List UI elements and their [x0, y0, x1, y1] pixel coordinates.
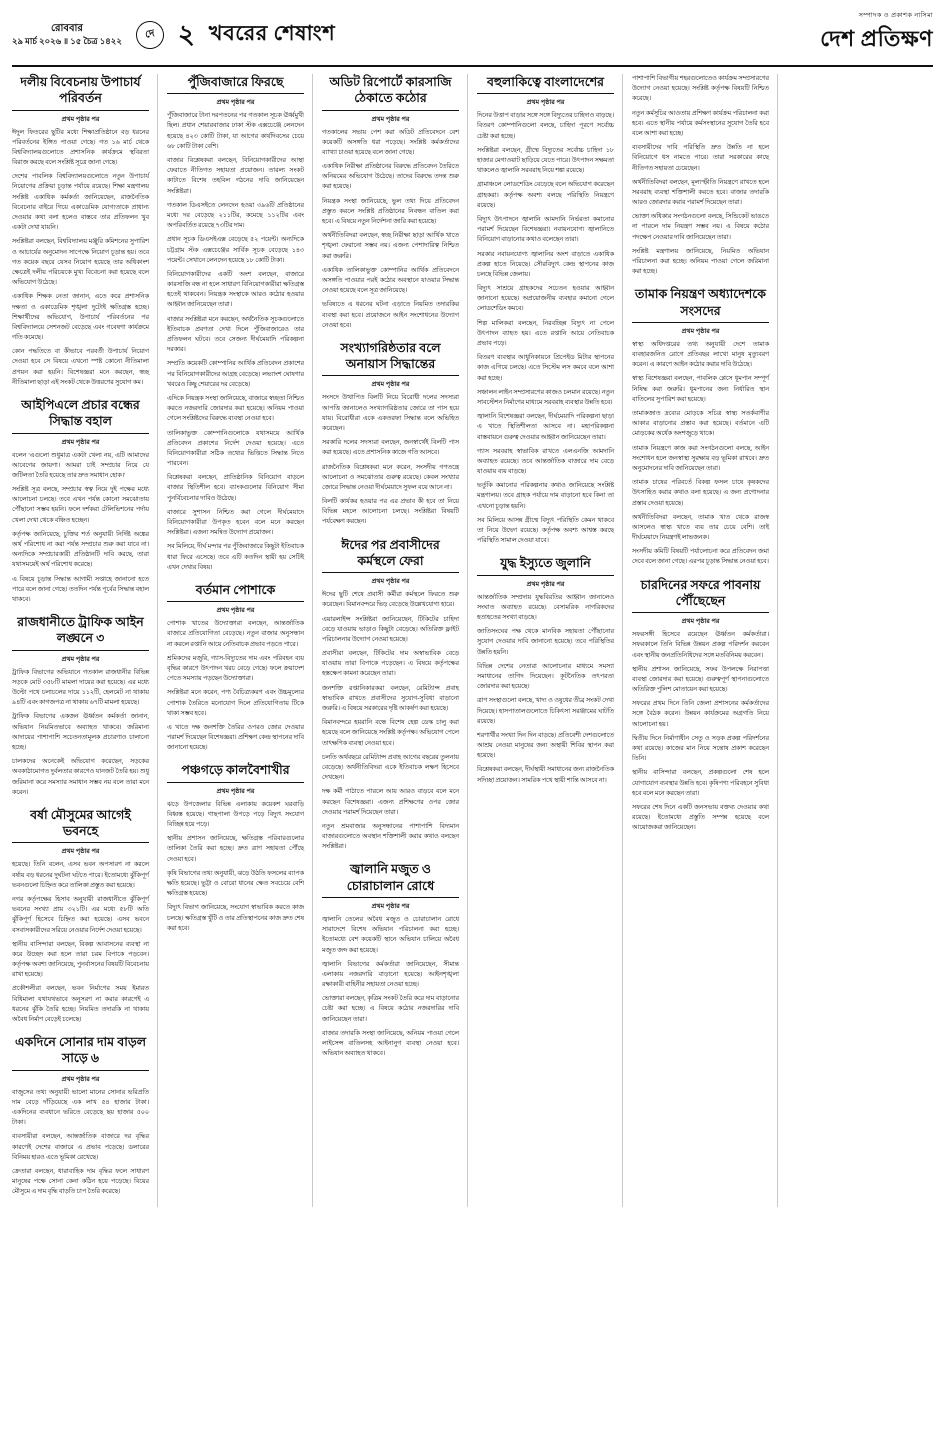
article — [632, 286, 769, 567]
column-3 — [322, 74, 468, 1207]
article-paragraph: স্থানীয় প্রশাসন জানিয়েছে, সফর উপলক্ষে নিরাপত্তা ব্যবস্থা জোরদার করা হয়েছে। গুরুত্বপূর্ণ স্থাপনাগুলোতে অতিরিক্ত পুলিশ মোতায়েন করা হয়েছে। — [632, 665, 769, 694]
article-byline: প্রথম পৃষ্ঠার পর — [61, 1075, 100, 1083]
article-paragraph: জাতিসংঘের পক্ষ থেকে মানবিক সহায়তা পৌঁছানোর সুযোগ দেওয়ার দাবি জানানো হয়েছে। তবে পরিস্থিতির উন্নতি হয়নি। — [477, 628, 614, 656]
article-paragraph: চলতি অর্থবছরে রেমিট্যান্স প্রবাহ আগের বছরের তুলনায় বেড়েছে। অর্থনীতিবিদরা একে ইতিবাচক লক্ষণ হিসেবে দেখছেন। — [322, 753, 459, 782]
masthead — [12, 10, 933, 67]
article-paragraph: সরকার নবায়নযোগ্য জ্বালানির অংশ বাড়াতে একাধিক প্রকল্প হাতে নিয়েছে। সৌরবিদ্যুৎ কেন্দ্র স্থাপনের কাজ চলছে বিভিন্ন জেলায়। — [477, 250, 614, 278]
article-byline: প্রথম পৃষ্ঠার পর — [371, 902, 410, 910]
article-paragraph: স্থানীয় বাসিন্দারা বলছেন, বিকল্প আবাসনের ব্যবস্থা না করে উচ্ছেদ করা হলে তারা চরম বিপাকে পড়বেন। কর্তৃপক্ষ অবশ্য জানিয়েছে, পুনর্বাসনের বিষয়টি বিবেচনায় রাখা হয়েছে। — [12, 940, 149, 979]
section-title: খবরের শেষাংশ — [208, 21, 336, 45]
article-paragraph: অর্থনীতিবিদরা বলছেন, স্বচ্ছ নিরীক্ষা ছাড়া আর্থিক খাতে শৃঙ্খলা ফেরানো সম্ভব নয়। এজন্য পেশাদারিত্ব নিশ্চিত করা জরুরি। — [322, 232, 459, 260]
article-paragraph: সংসদীয় কমিটি বিষয়টি পর্যালোচনা করে প্রতিবেদন জমা দেবে বলে জানা গেছে। এরপর চূড়ান্ত সিদ্ধান্ত নেওয়া হবে। — [632, 548, 769, 566]
article-paragraph: গ্রামাঞ্চলে লোডশেডিং বেড়েছে বলে অভিযোগ করেছেন গ্রাহকরা। কর্তৃপক্ষ অবশ্য বলছে পরিস্থিতি নিয়ন্ত্রণে রয়েছে। — [477, 181, 614, 209]
article-paragraph: এ খাতে দক্ষ জনশক্তি তৈরির ওপরও জোর দেওয়ার পরামর্শ দিয়েছেন বিশেষজ্ঞরা। প্রশিক্ষণ কেন্দ্র স্থাপনের দাবি জানানো হয়েছে। — [167, 723, 304, 752]
article-paragraph: নগর কর্তৃপক্ষের হিসাব অনুযায়ী রাজধানীতে ঝুঁকিপূর্ণ ভবনের সংখ্যা প্রায় ৩২১টি। এর মধ্যে ৫৮টি অতি ঝুঁকিপূর্ণ হিসেবে চিহ্নিত করা হয়েছে। এসব ভবনে বসবাসকারীদের সরিয়ে নেওয়ার নির্দেশ দেওয়া হয়েছে। — [12, 895, 149, 934]
article-headline: দলীয় বিবেচনায় উপাচার্য পরিবর্তন — [12, 74, 149, 111]
article-headline: তামাক নিয়ন্ত্রণ অধ্যাদেশকে সংসদের — [632, 286, 769, 323]
article-paragraph: বিদ্যুৎ উৎপাদনে জ্বালানি আমদানি নির্ভরতা কমানোর পরামর্শ দিয়েছেন বিশেষজ্ঞরা। নবায়নযোগ্য জ্বালানিতে বিনিয়োগ বাড়ানোর কথাও বলেছেন তারা। — [477, 215, 614, 244]
article-paragraph: হয়েছে। তিনি বলেন, এসব ভবন অপসারণ না করলে বর্ষায় বড় ধরনের দুর্ঘটনা ঘটতে পারে। ইতোমধ্যে ঝুঁকিপূর্ণ ভবনগুলো চিহ্নিত করে তালিকা প্রস্তুত করা হয়েছে। — [12, 861, 149, 889]
article-paragraph: বাজার সংশ্লিষ্টরা মনে করছেন, অর্থনৈতিক সূচকগুলোতে ইতিবাচক প্রবণতা দেখা দিলে পুঁজিবাজারেও তার প্রতিফলন ঘটবে। তবে সেজন্য দীর্ঘমেয়াদি পরিকল্পনা দরকার। — [167, 315, 304, 354]
column-2 — [167, 74, 313, 1207]
article-paragraph: নিয়ন্ত্রক সংস্থা জানিয়েছে, ভুল তথ্য দিয়ে প্রতিবেদন প্রস্তুত করলে সংশ্লিষ্ট প্রতিষ্ঠানের নিবন্ধন বাতিল করা হবে। এ বিষয়ে নতুন নির্দেশনা জারি করা হয়েছে। — [322, 197, 459, 225]
article-paragraph: স্থানীয় বাসিন্দারা বলছেন, প্রকল্পগুলো শেষ হলে যোগাযোগ ব্যবস্থার উন্নতি হবে। কৃষিপণ্য পরিবহনে সুবিধা হবে বলে মনে করছেন তারা। — [632, 769, 769, 797]
article-byline: প্রথম পৃষ্ঠার পর — [371, 578, 410, 586]
article-paragraph: ভর্তুকি কমানোর পরিকল্পনার কথাও জানিয়েছে সংশ্লিষ্ট মন্ত্রণালয়। তবে গ্রাহক পর্যায়ে দাম বাড়ানো হবে কিনা তা এখনো চূড়ান্ত হয়নি। — [477, 482, 614, 510]
article-headline: চারদিনের সফরে পাবনায় পৌঁছেছেন — [632, 577, 769, 614]
article-byline: প্রথম পৃষ্ঠার পর — [61, 848, 100, 856]
article-paragraph: বিদ্যুৎ বিভাগ জানিয়েছে, সংযোগ স্বাভাবিক করতে কাজ চলছে। ক্ষতিগ্রস্ত খুঁটি ও তার প্রতিস্থাপনের কাজ দ্রুত শেষ করা হবে। — [167, 904, 304, 932]
article-headline: একদিনে সোনার দাম বাড়ল সাড়ে ৬ — [12, 1034, 149, 1071]
paper-tagline: সম্পাদক ও প্রকাশক নাসিমা — [858, 12, 933, 19]
article-paragraph: পোশাক খাতের উদ্যোক্তারা বলছেন, আন্তর্জাতিক বাজারে প্রতিযোগিতা বেড়েছে। নতুন বাজার অনুসন্ধান না করলে রপ্তানি আয়ে নেতিবাচক প্রভাব পড়তে পারে। — [167, 620, 304, 648]
article-paragraph: জনশক্তি রপ্তানিকারকরা বলছেন, রেমিট্যান্স প্রবাহ স্বাভাবিক রাখতে প্রবাসীদের সুযোগ-সুবিধা বাড়ানো জরুরি। এ বিষয়ে সরকারের দৃষ্টি আকর্ষণ করা হয়েছে। — [322, 684, 459, 712]
article-paragraph: বিতরণ ব্যবস্থার আধুনিকায়নে প্রিপেইড মিটার স্থাপনের কাজ এগিয়ে চলছে। এতে সিস্টেম লস কমবে বলে আশা করা হচ্ছে। — [477, 354, 614, 382]
article-byline: প্রথম পৃষ্ঠার পর — [371, 115, 410, 123]
article-byline: প্রথম পৃষ্ঠার পর — [216, 99, 255, 107]
article-paragraph: একাধিক নিরীক্ষা প্রতিষ্ঠানের বিরুদ্ধে প্রতিবেদন তৈরিতে অনিয়মের অভিযোগ উঠেছে। তাদের বিরুদ্ধে তদন্ত শুরু করা হয়েছে। — [322, 163, 459, 191]
article-paragraph: সম্প্রতি কয়েকটি কোম্পানির আর্থিক প্রতিবেদন প্রকাশের পর বিনিয়োগকারীদের আগ্রহ বেড়েছে। লভ্যাংশ ঘোষণার খবরেও কিছু শেয়ারের দর বেড়েছে। — [167, 360, 304, 388]
article-paragraph: শরণার্থীর সংখ্যা দিন দিন বাড়ছে। প্রতিবেশী দেশগুলোতে আশ্রয় নেওয়া মানুষের জন্য অস্থায়ী শিবির স্থাপন করা হয়েছে। — [477, 731, 614, 760]
article-paragraph: বাজারে সুশাসন নিশ্চিত করা গেলে দীর্ঘমেয়াদে বিনিয়োগকারীরা উপকৃত হবেন বলে মনে করছেন সংশ্লিষ্টরা। এজন্য সমন্বিত উদ্যোগ প্রয়োজন। — [167, 508, 304, 537]
article-paragraph: এদিকে নিয়ন্ত্রক সংস্থা জানিয়েছে, বাজারে স্বচ্ছতা নিশ্চিত করতে নজরদারি জোরদার করা হয়েছে। অনিয়ম পাওয়া গেলে সংশ্লিষ্টদের বিরুদ্ধে ব্যবস্থা নেওয়া হবে। — [167, 394, 304, 423]
article-paragraph: কৃষি বিভাগের তথ্য অনুযায়ী, ঝড়ে উঠতি ফসলের ব্যাপক ক্ষতি হয়েছে। ভুট্টা ও বোরো ধানের ক্ষেত সবচেয়ে বেশি ক্ষতিগ্রস্ত হয়েছে। — [167, 869, 304, 898]
article-paragraph: জ্বালানি বিশেষজ্ঞরা বলছেন, দীর্ঘমেয়াদি পরিকল্পনা ছাড়া এ খাতে স্থিতিশীলতা আসবে না। মহাপরিকল্পনা বাস্তবায়নে গুরুত্ব দেওয়ার আহ্বান জানিয়েছেন তারা। — [477, 413, 614, 441]
article — [12, 1034, 149, 1197]
article — [632, 577, 769, 834]
article-paragraph: সংসদে উত্থাপিত বিলটি নিয়ে বিরোধী দলের সদস্যরা আপত্তি জানালেও সংখ্যাগরিষ্ঠতার জোরে তা পাস হয়ে যায়। বিরোধীরা একে একতরফা সিদ্ধান্ত বলে অভিহিত করেছেন। — [322, 394, 459, 432]
article-paragraph: বিদ্যুৎ সাশ্রয়ে গ্রাহকদের সচেতন হওয়ার আহ্বান জানানো হয়েছে। অপ্রয়োজনীয় ব্যবহার কমানো গেলে লোডশেডিং কমবে। — [477, 285, 614, 313]
article-headline: রাজধানীতে ট্রাফিক আইন লঙ্ঘনে ৩ — [12, 614, 149, 651]
article-paragraph: অর্থনীতিবিদরা বলছেন, তামাক খাত থেকে রাজস্ব আসলেও স্বাস্থ্য খাতে ব্যয় তার চেয়ে বেশি। তাই দীর্ঘমেয়াদে নিয়ন্ত্রণই লাভজনক। — [632, 513, 769, 542]
column-5 — [632, 74, 778, 1207]
article-paragraph: বিশ্লেষকরা বলছেন, প্রাতিষ্ঠানিক বিনিয়োগ বাড়লে বাজার স্থিতিশীল হবে। ব্যাংকগুলোর বিনিয়োগ সীমা পুনর্বিবেচনার দাবিও উঠেছে। — [167, 474, 304, 502]
article-paragraph: বিভিন্ন দেশের নেতারা আলোচনার মাধ্যমে সমস্যা সমাধানের তাগিদ দিয়েছেন। কূটনৈতিক তৎপরতা জোরদার করা হয়েছে। — [477, 662, 614, 691]
masthead-left — [12, 17, 335, 52]
article-headline: পঞ্চগড়ে কালবৈশাখীর — [167, 762, 304, 782]
article-byline: প্রথম পৃষ্ঠার পর — [681, 618, 720, 626]
article — [12, 614, 149, 798]
article-paragraph: রাজনৈতিক বিশ্লেষকরা মনে করেন, সংসদীয় গণতন্ত্রে আলোচনা ও সমঝোতার গুরুত্ব রয়েছে। কেবল সংখ্যার জোরে সিদ্ধান্ত নেওয়া দীর্ঘমেয়াদে সুফল বয়ে আনে না। — [322, 463, 459, 491]
article-headline: সংখ্যাগরিষ্ঠতার বলে অনায়াস সিদ্ধান্তের — [322, 340, 459, 377]
article-paragraph: ক্রেতারা বলছেন, ধারাবাহিক দাম বৃদ্ধির ফলে সাধারণ মানুষের পক্ষে সোনা কেনা কঠিন হয়ে পড়েছে। বিয়ের মৌসুমে এ দাম বৃদ্ধি বাড়তি চাপ তৈরি করেছে। — [12, 1168, 149, 1196]
article-paragraph: সফরের শেষ দিনে একটি জনসভায় বক্তব্য দেওয়ার কথা রয়েছে। ইতোমধ্যে প্রস্তুতি সম্পন্ন হয়েছে বলে আয়োজকরা জানিয়েছেন। — [632, 803, 769, 832]
article-byline: প্রথম পৃষ্ঠার পর — [526, 580, 565, 588]
article-paragraph: ঝড়ে উপজেলার বিভিন্ন এলাকায় কয়েকশ ঘরবাড়ি বিধ্বস্ত হয়েছে। গাছপালা উপড়ে পড়ে বিদ্যুৎ সংযোগ বিচ্ছিন্ন হয়ে পড়ে। — [167, 800, 304, 829]
article-paragraph: পাশাপাশি বিভাগীয় শহরগুলোতেও কার্যক্রম সম্প্রসারণের উদ্যোগ নেওয়া হয়েছে। সংশ্লিষ্ট কর্তৃপক্ষ বিষয়টি নিশ্চিত করেছে। — [632, 75, 769, 103]
article-paragraph: তামাকজাত দ্রব্যের মোড়কে সচিত্র স্বাস্থ্য সতর্কবাণীর আকার বাড়ানোর প্রস্তাব করা হয়েছে। বর্তমানে এটি মোড়কের অর্ধেক অংশজুড়ে থাকে। — [632, 410, 769, 438]
article — [167, 582, 304, 754]
article — [632, 74, 769, 277]
article-paragraph: আন্তর্জাতিক সম্প্রদায় যুদ্ধবিরতির আহ্বান জানালেও সংঘাত অব্যাহত রয়েছে। বেসামরিক নাগরিকদের হতাহতের সংখ্যা বাড়ছে। — [477, 593, 614, 621]
date-label: ২৯ মার্চ ২০২৬ ॥ ১৫ চৈত্র ১৪২২ — [12, 35, 122, 46]
article — [167, 762, 304, 934]
article — [477, 555, 614, 785]
article — [167, 74, 304, 573]
article-paragraph: প্রবাসীরা বলছেন, টিকিটের দাম অস্বাভাবিক বেড়ে যাওয়ায় তারা বিপাকে পড়েছেন। এ বিষয়ে কর্তৃপক্ষের হস্তক্ষেপ কামনা করেছেন তারা। — [322, 650, 459, 678]
article-paragraph: বিশ্লেষকরা বলছেন, দীর্ঘস্থায়ী সমাধানের জন্য রাজনৈতিক সদিচ্ছা প্রয়োজন। সামরিক পথে স্থায়ী শান্তি আসবে না। — [477, 766, 614, 784]
article-headline: পুঁজিবাজারে ফিরছে — [167, 74, 304, 94]
article-paragraph: এ বিষয়ে চূড়ান্ত সিদ্ধান্ত আগামী সপ্তাহে জানানো হতে পারে বলে জানা গেছে। ততদিন পর্যন্ত পূর্বের সিদ্ধান্ত বহাল থাকবে। — [12, 575, 149, 603]
article-paragraph: একাধিক শিক্ষক নেতা জানান, এতে করে প্রশাসনিক দক্ষতা ও একাডেমিক শৃঙ্খলা দুটোই ক্ষতিগ্রস্ত হচ্ছে। শিক্ষার্থীদের অভিযোগ, উপাচার্য পরিবর্তনের পর বিশ্ববিদ্যালয়ে সেশনজট বেড়েছে এবং গবেষণা কার্যক্রমে গতি কমেছে। — [12, 293, 149, 342]
article-paragraph: সংশ্লিষ্টরা বলছেন, বিশ্ববিদ্যালয় মঞ্জুরি কমিশনের সুপারিশ ও আচার্যের অনুমোদন সাপেক্ষে নিয়োগ চূড়ান্ত হয়। তবে গত কয়েক বছরে যেসব নিয়োগ হয়েছে তার অধিকাংশ ক্ষেত্রেই দলীয় পরিচয়কে মুখ্য বিবেচনা করা হয়েছে বলে অভিযোগ উঠেছে। — [12, 238, 149, 287]
article-columns — [12, 74, 933, 1207]
article-paragraph: দ্বিতীয় দিনে নির্মাণাধীন সেতু ও সড়ক প্রকল্প পরিদর্শনের কথা রয়েছে। কাজের মান নিয়ে সন্তোষ প্রকাশ করেছেন তিনি। — [632, 734, 769, 763]
article-headline: বর্তমান পোশাকে — [167, 582, 304, 602]
article-paragraph: ব্যবসায়ীদের দাবি পরিস্থিতি দ্রুত উন্নতি না হলে বিনিয়োগে ধস নামতে পারে। তারা সরকারের কাছে নীতিগত সহায়তা চেয়েছেন। — [632, 144, 769, 172]
article-byline: প্রথম পৃষ্ঠার পর — [61, 438, 100, 446]
article-paragraph: কোন পদ্ধতিতে বা কীভাবে পরবর্তী উপাচার্য নিয়োগ দেওয়া হবে সে বিষয়ে এখনো স্পষ্ট কোনো নীতিমালা প্রণয়ন করা হয়নি। বিশেষজ্ঞরা মনে করছেন, স্বচ্ছ নীতিমালা ছাড়া এই সংকট থেকে উত্তরণের সুযোগ কম। — [12, 348, 149, 386]
page-number: ২ — [177, 19, 195, 49]
article-paragraph: সঞ্চালন লাইন সম্প্রসারণের কাজও চলমান রয়েছে। নতুন সাবস্টেশন নির্মাণের মাধ্যমে সরবরাহ ব্যবস্থার উন্নতি হবে। — [477, 388, 614, 406]
article-paragraph: পুঁজিবাজারে টানা দরপতনের পর গতকাল সূচক ঊর্ধ্বমুখী ছিল। প্রধান শেয়ারবাজার ঢাকা স্টক এক্সচেঞ্জে লেনদেন হয়েছে ৪২৩ কোটি টাকা, যা আগের কার্যদিবসের চেয়ে ৬৮ কোটি টাকা বেশি। — [167, 112, 304, 150]
article-headline: বর্ষা মৌসুমের আগেই ভবনহে — [12, 807, 149, 844]
article-paragraph: সরকারি দলের সদস্যরা বলছেন, জনস্বার্থেই বিলটি পাস করা হয়েছে। এতে প্রশাসনিক কাজে গতি আসবে। — [322, 439, 459, 457]
article — [12, 74, 149, 388]
masthead-right — [820, 10, 933, 59]
article-paragraph: অর্থনীতিবিদরা বলছেন, মূল্যস্ফীতি নিয়ন্ত্রণে রাখতে হলে সরবরাহ ব্যবস্থা শক্তিশালী করতে হবে। বাজার তদারকি আরও জোরদার করার পরামর্শ দিয়েছেন তারা। — [632, 178, 769, 207]
article-byline: প্রথম পৃষ্ঠার পর — [681, 327, 720, 335]
article-byline: প্রথম পৃষ্ঠার পর — [61, 655, 100, 663]
column-4 — [477, 74, 623, 1207]
article-headline: অডিট রিপোর্টে কারসাজি ঠেকাতে কঠোর — [322, 74, 459, 111]
article-paragraph: ঈদুল ফিতরের ছুটির মধ্যে শিক্ষাপ্রতিষ্ঠানে বড় ধরনের পরিবর্তনের ইঙ্গিত পাওয়া গেছে। গত ১৬ মার্চ থেকে বিশ্ববিদ্যালয়গুলোতে প্রশাসনিক কার্যক্রমে স্থবিরতা বিরাজ করছে বলে সংশ্লিষ্ট সূত্রে জানা গেছে। — [12, 128, 149, 167]
column-6 — [787, 74, 933, 1207]
article-paragraph: প্রধান সূচক ডিএসইএক্স বেড়েছে ৫২ পয়েন্ট। অন্যদিকে চট্টগ্রাম স্টক এক্সচেঞ্জের সার্বিক সূচক বেড়েছে ১৪৩ পয়েন্ট। সেখানে লেনদেন হয়েছে ১৮ কোটি টাকা। — [167, 236, 304, 264]
article-paragraph: স্বাস্থ্য বিশেষজ্ঞরা বলছেন, পাবলিক প্লেসে ধূমপান সম্পূর্ণ নিষিদ্ধ করা জরুরি। ধূমপানের জন্য নির্ধারিত স্থান বাতিলের সুপারিশ করা হয়েছে। — [632, 375, 769, 403]
article-paragraph: স্বাস্থ্য অধিদপ্তরের তথ্য অনুযায়ী দেশে তামাক ব্যবহারজনিত রোগে প্রতিবছর লাখো মানুষ মৃত্যুবরণ করেন। এ কারণে আইন কঠোর করার দাবি উঠেছে। — [632, 340, 769, 369]
article-paragraph: জ্বালানি বিভাগের কর্মকর্তারা জানিয়েছেন, সীমান্ত এলাকায় নজরদারি বাড়ানো হয়েছে। আইনশৃঙ্খলা রক্ষাকারী বাহিনীর সহায়তা নেওয়া হচ্ছে। — [322, 960, 459, 989]
article-paragraph: বাজুসের তথ্য অনুযায়ী ভালো মানের সোনার ভরিপ্রতি দাম বেড়ে দাঁড়িয়েছে এক লাখ ৫৪ হাজার টাকা। একদিনের ব্যবধানে ভরিতে বেড়েছে ছয় হাজার ৫০০ টাকা। — [12, 1088, 149, 1127]
article-paragraph: ঈদের ছুটি শেষে প্রবাসী কর্মীরা কর্মস্থলে ফিরতে শুরু করেছেন। বিমানবন্দরে ভিড় বেড়েছে উল্লেখযোগ্য হারে। — [322, 591, 459, 609]
article-byline: প্রথম পৃষ্ঠার পর — [216, 787, 255, 795]
article — [322, 537, 459, 853]
article-paragraph: সফরসঙ্গী হিসেবে রয়েছেন ঊর্ধ্বতন কর্মকর্তারা। সফরকালে তিনি বিভিন্ন উন্নয়ন প্রকল্প পরিদর্শন করবেন এবং স্থানীয় জনপ্রতিনিধিদের সঙ্গে মতবিনিময় করবেন। — [632, 631, 769, 659]
article-paragraph: বিমানবন্দরে হয়রানি বন্ধে বিশেষ হেল্প ডেস্ক চালু করা হয়েছে বলে জানিয়েছে সংশ্লিষ্ট কর্তৃপক্ষ। অভিযোগ পেলে তাৎক্ষণিক ব্যবস্থা নেওয়া হবে। — [322, 719, 459, 747]
article-paragraph: ব্যবসায়ীরা বলছেন, আন্তর্জাতিক বাজারে দর বৃদ্ধির কারণেই দেশের বাজারে এ প্রভাব পড়েছে। ডলারের বিনিময় হারও এতে ভূমিকা রেখেছে। — [12, 1133, 149, 1161]
article-byline: প্রথম পৃষ্ঠার পর — [371, 381, 410, 389]
article-paragraph: বাজার তদারকি সংস্থা জানিয়েছে, অনিয়ম পাওয়া গেলে লাইসেন্স বাতিলসহ আইনানুগ ব্যবস্থা নেওয়া হবে। অভিযান অব্যাহত থাকবে। — [322, 1029, 459, 1058]
article-paragraph: জ্বালানি তেলের অবৈধ মজুত ও চোরাচালান রোধে সারাদেশে বিশেষ অভিযান পরিচালনা করা হচ্ছে। ইতোমধ্যে বেশ কয়েকটি স্থানে অভিযান চালিয়ে অবৈধ মজুত জব্দ করা হয়েছে। — [322, 915, 459, 954]
article-headline: যুদ্ধ ইস্যুতে জুলানি — [477, 555, 614, 575]
article — [322, 861, 459, 1059]
article-paragraph: সংশ্লিষ্ট মন্ত্রণালয় জানিয়েছে, নিয়মিত অভিযান পরিচালনা করা হচ্ছে। অনিয়ম পাওয়া গেলে জরিমানা করা হচ্ছে। — [632, 247, 769, 276]
article-paragraph: একাধিক তালিকাভুক্ত কোম্পানির আর্থিক প্রতিবেদনে অসঙ্গতি পাওয়ার পরই কঠোর অবস্থানে যাওয়ার সিদ্ধান্ত নেওয়া হয়েছে বলে সূত্র জানিয়েছে। — [322, 266, 459, 295]
article-paragraph: সংশ্লিষ্টরা মনে করেন, পণ্য বৈচিত্র্যকরণ এবং উচ্চমূল্যের পোশাক তৈরিতে মনোযোগ দিলে প্রতিযোগিতায় টিকে থাকা সম্ভব হবে। — [167, 689, 304, 717]
article — [12, 807, 149, 1025]
article-paragraph: ভবিষ্যতে এ ধরনের ঘটনা এড়াতে নিয়মিত তদারকির ব্যবস্থা করা হবে। প্রয়োজনে আইন সংশোধনের উদ্যোগ নেওয়া হবে। — [322, 301, 459, 329]
article-paragraph: শিল্প মালিকরা বলছেন, নিরবচ্ছিন্ন বিদ্যুৎ না পেলে উৎপাদন ব্যাহত হয়। এতে রপ্তানি আয়ে নেতিবাচক প্রভাব পড়ে। — [477, 319, 614, 347]
article-paragraph: তালিকাভুক্ত কোম্পানিগুলোকে যথাসময়ে আর্থিক প্রতিবেদন প্রকাশের নির্দেশ দেওয়া হয়েছে। এতে বিনিয়োগকারীরা সঠিক তথ্যের ভিত্তিতে সিদ্ধান্ত নিতে পারবেন। — [167, 429, 304, 468]
article-paragraph: দেশের পাবলিক বিশ্ববিদ্যালয়গুলোতে নতুন উপাচার্য নিয়োগের প্রক্রিয়া চূড়ান্ত পর্যায়ে রয়েছে। শিক্ষা মন্ত্রণালয় সংশ্লিষ্ট একাধিক কর্মকর্তা জানিয়েছেন, রাজনৈতিক বিবেচনার বাইরে গিয়ে একাডেমিক যোগ্যতাকে প্রাধান্য দেওয়ার কথা বলা হলেও বাস্তবে তার প্রতিফলন খুব একটা দেখা যায়নি। — [12, 173, 149, 232]
article-byline: প্রথম পৃষ্ঠার পর — [216, 607, 255, 615]
article — [322, 74, 459, 331]
article — [477, 74, 614, 546]
article-paragraph: ট্রাফিক বিভাগের অভিযানে গতকাল রাজধানীর বিভিন্ন সড়কে মোট ৩৫৮টি মামলা দায়ের করা হয়েছে। এর মধ্যে উল্টো পথে চলাচলের দায়ে ১১২টি, হেলমেট না থাকায় ৯৪টি এবং কাগজপত্র না থাকায় ৬৭টি মামলা হয়েছে। — [12, 668, 149, 707]
article-paragraph: ট্রাফিক বিভাগের একজন ঊর্ধ্বতন কর্মকর্তা জানান, অভিযান নিয়মিতভাবে অব্যাহত থাকবে। জরিমানা আদায়ের পাশাপাশি সচেতনতামূলক প্রচারণাও চালানো হচ্ছে। — [12, 713, 149, 751]
article — [322, 340, 459, 528]
article-paragraph: দক্ষ কর্মী পাঠাতে পারলে আয় আরও বাড়বে বলে মনে করছেন বিশেষজ্ঞরা। এজন্য প্রশিক্ষণের ওপর জোর দেওয়ার পরামর্শ দিয়েছেন তারা। — [322, 788, 459, 816]
article-paragraph: তামাক নিয়ন্ত্রণে কাজ করা সংগঠনগুলো বলছে, আইন সংশোধন হলে জনস্বাস্থ্য সুরক্ষায় বড় ভূমিকা রাখবে। দ্রুত অনুমোদনের দাবি জানিয়েছেন তারা। — [632, 444, 769, 472]
article-headline: ঈদের পর প্রবাসীদের কর্মস্থলে ফেরা — [322, 537, 459, 574]
paper-seal-icon: দে — [133, 18, 166, 51]
article-paragraph: স্থানীয় প্রশাসন জানিয়েছে, ক্ষতিগ্রস্ত পরিবারগুলোর তালিকা তৈরি করা হচ্ছে। দ্রুত ত্রাণ সহায়তা পৌঁছে দেওয়া হবে। — [167, 835, 304, 863]
paper-name: দেশ প্রতিক্ষণ — [820, 26, 933, 51]
article-paragraph: নতুন শ্রমবাজার অনুসন্ধানের পাশাপাশি বিদ্যমান বাজারগুলোতে অবস্থান শক্তিশালী করার কথাও বলছেন সংশ্লিষ্টরা। — [322, 822, 459, 851]
article-headline: জ্বালানি মজুত ও চোরাচালান রোধে — [322, 861, 459, 898]
article-byline: প্রথম পৃষ্ঠার পর — [61, 115, 100, 123]
article-byline: প্রথম পৃষ্ঠার পর — [526, 99, 565, 107]
article-paragraph: চালকদের অনেকেই অভিযোগ করেছেন, সড়কের অবকাঠামোগত দুর্বলতার কারণেও যানজট তৈরি হয়। শুধু জরিমানা করে সমস্যার সমাধান সম্ভব নয় বলে তারা মনে করেন। — [12, 758, 149, 796]
article-headline: আইপিএলে প্রচার বন্ধের সিদ্ধান্ত বহাল — [12, 397, 149, 434]
weekday-label: রোববার — [50, 23, 83, 35]
article-paragraph: সব মিলিয়ে, দীর্ঘ মন্দার পর পুঁজিবাজারে কিছুটা ইতিবাচক ধারা ফিরে এসেছে। তবে এটি কতদিন স্থায়ী হয় সেটিই এখন দেখার বিষয়। — [167, 543, 304, 571]
article-paragraph: সব মিলিয়ে আসন্ন গ্রীষ্মে বিদ্যুৎ পরিস্থিতি কেমন থাকবে তা নিয়ে উদ্বেগ রয়েছে। কর্তৃপক্ষ অবশ্য আশ্বস্ত করছে পরিস্থিতি সামাল দেওয়া যাবে। — [477, 516, 614, 545]
article-paragraph: কর্তৃপক্ষ জানিয়েছে, চুক্তির শর্ত অনুযায়ী নির্দিষ্ট অঙ্কের অর্থ পরিশোধ না করা পর্যন্ত সম্প্রচার শুরু করা যাবে না। অন্যদিকে সম্প্রচারকারী প্রতিষ্ঠানটি দাবি করছে, তারা যথাসময়েই অর্থ পরিশোধ করেছে। — [12, 530, 149, 569]
article-paragraph: সংশ্লিষ্টরা বলছেন, গ্রীষ্মে বিদ্যুতের সর্বোচ্চ চাহিদা ১৮ হাজার মেগাওয়াট ছাড়িয়ে যেতে পারে। উৎপাদন সক্ষমতা থাকলেও জ্বালানি সরবরাহ নিয়ে শঙ্কা রয়েছে। — [477, 146, 614, 175]
article-paragraph: সফরের প্রথম দিনে তিনি জেলা প্রশাসনের কর্মকর্তাদের সঙ্গে বৈঠক করেন। উন্নয়ন কার্যক্রমের অগ্রগতি নিয়ে আলোচনা হয়। — [632, 700, 769, 728]
article-paragraph: এয়ারলাইন্স সংশ্লিষ্টরা জানিয়েছেন, টিকিটের চাহিদা বেড়ে যাওয়ায় ভাড়াও কিছুটা বেড়েছে। অতিরিক্ত ফ্লাইট পরিচালনার উদ্যোগ নেওয়া হয়েছে। — [322, 615, 459, 643]
publication-date — [12, 22, 128, 47]
article-paragraph: বিনিয়োগকারীদের একটি অংশ বলছেন, বাজারে কারসাজি বন্ধ না হলে সাধারণ বিনিয়োগকারীরা ক্ষতিগ্রস্ত হতেই থাকবেন। নিয়ন্ত্রক সংস্থাকে আরও কঠোর হওয়ার আহ্বান জানিয়েছেন তারা। — [167, 270, 304, 309]
article-headline: বহুলাকিত্বে বাংলাদেশের — [477, 74, 614, 94]
article-paragraph: প্রকৌশলীরা বলছেন, ভবন নির্মাণের সময় ইমারত বিধিমালা যথাযথভাবে অনুসরণ না করার কারণেই এ ধরনের ঝুঁকি তৈরি হচ্ছে। নিয়মিত তদারকি না থাকায় অবৈধ নির্মাণ বেড়েই চলেছে। — [12, 985, 149, 1023]
article-paragraph: দিনের উত্তাপ বাড়ার সঙ্গে সঙ্গে বিদ্যুতের চাহিদাও বাড়ছে। বিতরণ কোম্পানিগুলো বলছে, চাহিদা পূরণে সর্বোচ্চ চেষ্টা করা হচ্ছে। — [477, 112, 614, 140]
article-paragraph: শ্রমিকদের মজুরি, গ্যাস-বিদ্যুতের দাম এবং পরিবহন ব্যয় বৃদ্ধির কারণে উৎপাদন খরচ বেড়ে গেছে। ফলে ক্রয়াদেশ পেতে সমস্যায় পড়ছেন উদ্যোক্তারা। — [167, 654, 304, 683]
column-1 — [12, 74, 158, 1207]
article-paragraph: গতকাল ডিএসইতে লেনদেন হওয়া ৩৯৬টি প্রতিষ্ঠানের মধ্যে দর বেড়েছে ২১১টির, কমেছে ১১২টির এবং অপরিবর্তিত রয়েছে ৭৩টির দাম। — [167, 201, 304, 230]
article-paragraph: বলেন 'এগুলো শুধুমাত্র একটা খেলা নয়, এটি আমাদের আবেগের জায়গা। আমরা চাই সম্প্রচার নিয়ে যে জটিলতা তৈরি হয়েছে তার দ্রুত সমাধান হোক।' — [12, 451, 149, 479]
article-paragraph: তামাক চাষের পরিবর্তে বিকল্প ফসল চাষে কৃষকদের উৎসাহিত করার কথাও বলা হয়েছে। এ জন্য প্রণোদনার প্রস্তাব দেওয়া হয়েছে। — [632, 479, 769, 507]
article-paragraph: নতুন কর্মসূচির আওতায় প্রশিক্ষণ কার্যক্রম পরিচালনা করা হবে। এতে স্থানীয় পর্যায়ে কর্মসংস্থানের সুযোগ তৈরি হবে বলে আশা করা হচ্ছে। — [632, 109, 769, 137]
article — [12, 397, 149, 605]
article-paragraph: সংশ্লিষ্ট সূত্র বলছে, সম্প্রচার স্বত্ব নিয়ে দুই পক্ষের মধ্যে আলোচনা চলছে। তবে এখন পর্যন্ত কোনো সমঝোতায় পৌঁছানো সম্ভব হয়নি। ফলে দর্শকরা টেলিভিশনের পর্দায় খেলা দেখা থেকে বঞ্চিত হচ্ছেন। — [12, 486, 149, 524]
article-paragraph: ত্রাণ সংস্থাগুলো বলছে, খাদ্য ও ওষুধের তীব্র সংকট দেখা দিয়েছে। হাসপাতালগুলোতে চিকিৎসা সরঞ্জামের ঘাটতি রয়েছে। — [477, 697, 614, 725]
article-paragraph: গতকালের সভায় পেশ করা অডিট প্রতিবেদনে বেশ কয়েকটি অসঙ্গতি ধরা পড়েছে। সংশ্লিষ্ট কর্মকর্তাদের ব্যাখ্যা চাওয়া হয়েছে বলে জানা গেছে। — [322, 128, 459, 156]
article-paragraph: ভোক্তারা বলছেন, কৃত্রিম সংকট তৈরি করে দাম বাড়ানোর চেষ্টা করা হচ্ছে। এ বিষয়ে কঠোর নজরদারির দাবি জানিয়েছেন তারা। — [322, 995, 459, 1023]
article-paragraph: গ্যাস সরবরাহ স্বাভাবিক রাখতে এলএনজি আমদানি অব্যাহত রয়েছে। তবে আন্তর্জাতিক বাজারে দাম বেড়ে যাওয়ায় ব্যয় বাড়ছে। — [477, 447, 614, 476]
article-paragraph: বিলটি কার্যকর হওয়ার পর এর প্রভাব কী হবে তা নিয়ে বিভিন্ন মহলে আলোচনা চলছে। সংশ্লিষ্টরা বিষয়টি পর্যবেক্ষণ করছেন। — [322, 498, 459, 526]
article-paragraph: বাজার বিশ্লেষকরা বলছেন, বিনিয়োগকারীদের আস্থা ফেরাতে নীতিগত সহায়তা প্রয়োজন। তারল্য সংকট কাটাতে বিশেষ তহবিল গঠনের দাবি জানিয়েছেন সংশ্লিষ্টরা। — [167, 157, 304, 195]
article-paragraph: ভোক্তা অধিকার সংগঠনগুলো বলছে, সিন্ডিকেট ভাঙতে না পারলে দাম নিয়ন্ত্রণ সম্ভব নয়। এ বিষয়ে কঠোর পদক্ষেপ নেওয়ার দাবি জানিয়েছেন তারা। — [632, 213, 769, 241]
